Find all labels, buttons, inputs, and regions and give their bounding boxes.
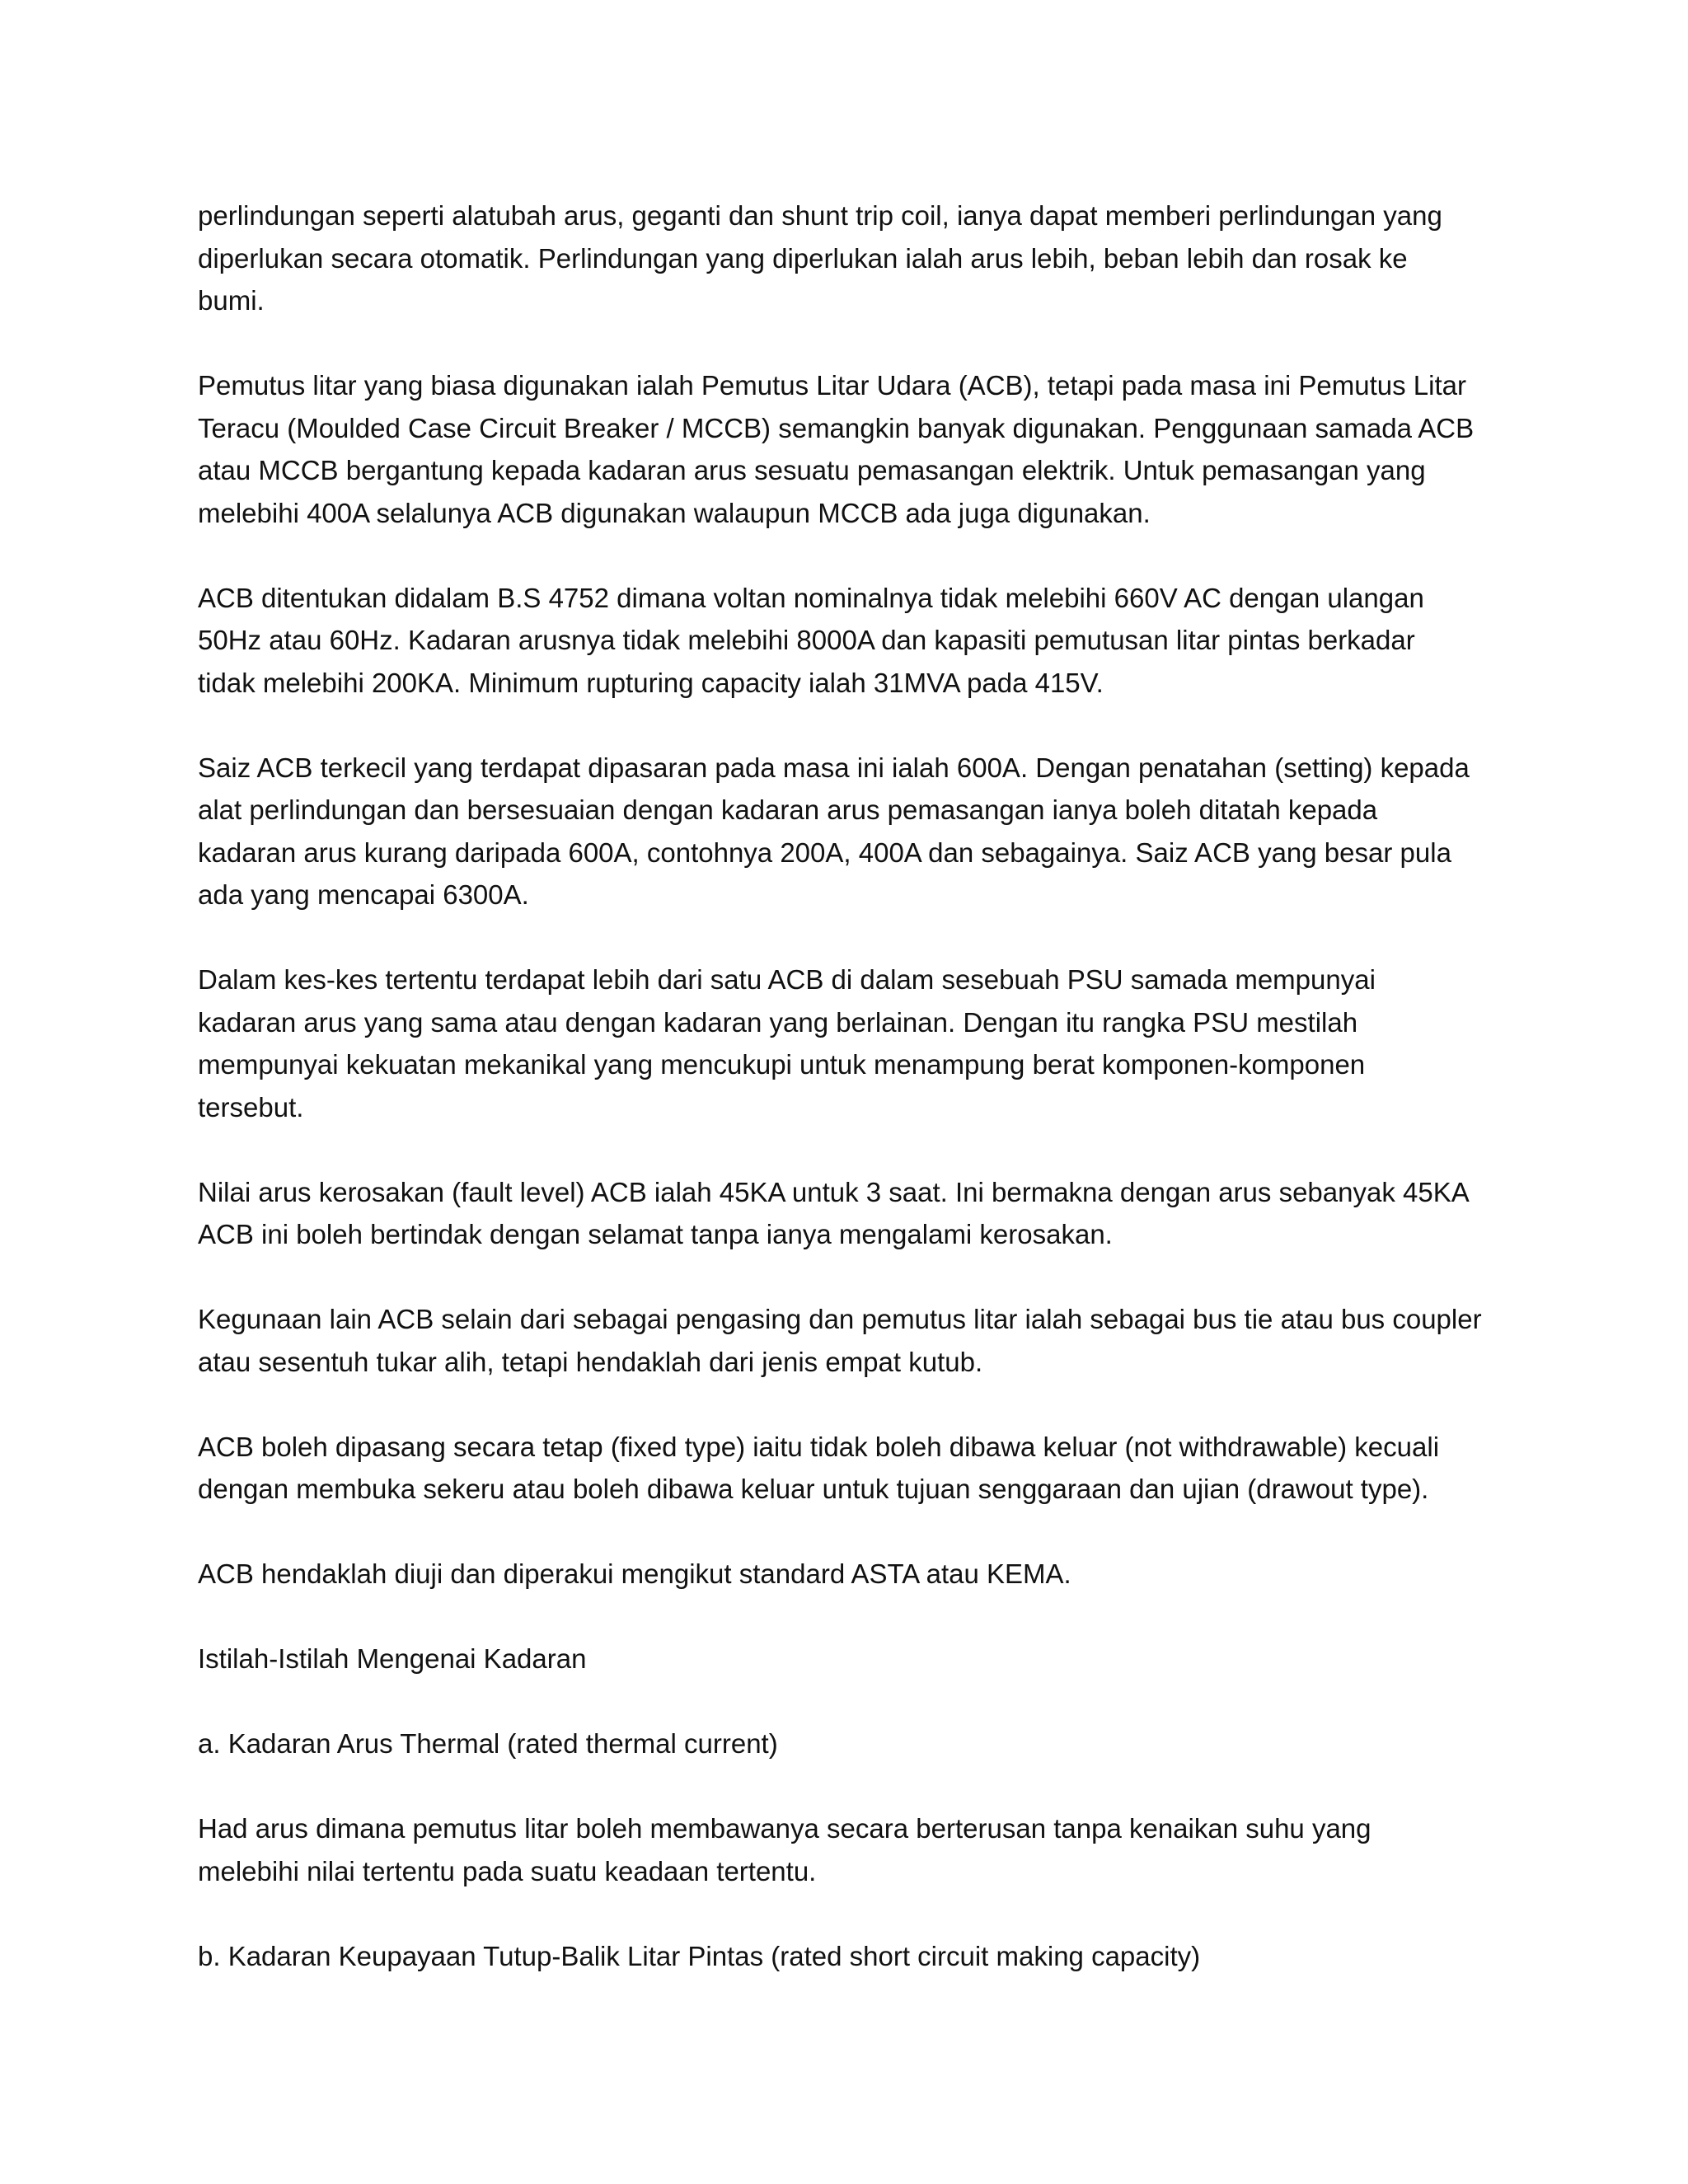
text-line: Saiz ACB terkecil yang terdapat dipasaran pada masa ini ialah 600A. Dengan penatahan (setting) kepada <box>198 752 1470 783</box>
document-page <box>198 194 1500 2020</box>
paragraph <box>198 1553 1500 1596</box>
text-line: Dalam kes-kes tertentu terdapat lebih dari satu ACB di dalam sesebuah PSU samada mempunyai <box>198 964 1376 995</box>
list-item-heading <box>198 1935 1500 1978</box>
text-line: 50Hz atau 60Hz. Kadaran arusnya tidak melebihi 8000A dan kapasiti pemutusan litar pintas berkadar <box>198 625 1415 655</box>
text-line: tidak melebihi 200KA. Minimum rupturing capacity ialah 31MVA pada 415V. <box>198 667 1104 698</box>
paragraph <box>198 1171 1500 1256</box>
text-line: perlindungan seperti alatubah arus, geganti dan shunt trip coil, ianya dapat memberi perlindungan yang <box>198 200 1442 231</box>
paragraph <box>198 747 1500 916</box>
text-line: ACB ditentukan didalam B.S 4752 dimana voltan nominalnya tidak melebihi 660V AC dengan ulangan <box>198 582 1424 613</box>
text-line: ACB hendaklah diuji dan diperakui mengikut standard ASTA atau KEMA. <box>198 1558 1071 1589</box>
text-line: Nilai arus kerosakan (fault level) ACB ialah 45KA untuk 3 saat. Ini bermakna dengan arus sebanyak 45KA <box>198 1176 1470 1207</box>
section-heading <box>198 1638 1500 1680</box>
paragraph <box>198 1426 1500 1511</box>
text-line: b. Kadaran Keupayaan Tutup-Balik Litar Pintas (rated short circuit making capacity) <box>198 1940 1201 1971</box>
text-line: Istilah-Istilah Mengenai Kadaran <box>198 1643 587 1674</box>
text-line: alat perlindungan dan bersesuaian dengan kadaran arus pemasangan ianya boleh ditatah kepada <box>198 794 1378 825</box>
text-line: dengan membuka sekeru atau boleh dibawa keluar untuk tujuan senggaraan dan ujian (drawout type). <box>198 1474 1429 1504</box>
text-line: kadaran arus yang sama atau dengan kadaran yang berlainan. Dengan itu rangka PSU mestilah <box>198 1006 1358 1038</box>
list-item-heading <box>198 1722 1500 1765</box>
text-line: Pemutus litar yang biasa digunakan ialah Pemutus Litar Udara (ACB), tetapi pada masa ini Pemutus Litar <box>198 370 1466 401</box>
text-line: atau sesentuh tukar alih, tetapi hendaklah dari jenis empat kutub. <box>198 1346 983 1377</box>
text-line: Teracu (Moulded Case Circuit Breaker / MCCB) semangkin banyak digunakan. Penggunaan samada ACB <box>198 412 1475 443</box>
text-line: Had arus dimana pemutus litar boleh membawanya secara berterusan tanpa kenaikan suhu yang <box>198 1813 1372 1844</box>
text-line: diperlukan secara otomatik. Perlindungan yang diperlukan ialah arus lebih, beban lebih dan rosak ke <box>198 242 1408 274</box>
text-line: tersebut. <box>198 1091 304 1122</box>
text-line: melebihi nilai tertentu pada suatu keadaan tertentu. <box>198 1855 817 1886</box>
paragraph <box>198 364 1500 534</box>
paragraph <box>198 577 1500 705</box>
paragraph <box>198 1298 1500 1383</box>
paragraph <box>198 194 1500 322</box>
text-line: Kegunaan lain ACB selain dari sebagai pengasing dan pemutus litar ialah sebagai bus tie atau bus coupler <box>198 1304 1482 1334</box>
text-line: kadaran arus kurang daripada 600A, contohnya 200A, 400A dan sebagainya. Saiz ACB yang besar pula <box>198 837 1451 868</box>
text-line: ACB boleh dipasang secara tetap (fixed type) iaitu tidak boleh dibawa keluar (not withdrawable) kecuali <box>198 1431 1440 1462</box>
text-line: mempunyai kekuatan mekanikal yang mencukupi untuk menampung berat komponen-komponen <box>198 1049 1366 1080</box>
paragraph <box>198 958 1500 1128</box>
text-line: a. Kadaran Arus Thermal (rated thermal current) <box>198 1728 778 1759</box>
text-line: atau MCCB bergantung kepada kadaran arus sesuatu pemasangan elektrik. Untuk pemasangan yang <box>198 455 1426 485</box>
text-line: ACB ini boleh bertindak dengan selamat tanpa ianya mengalami kerosakan. <box>198 1219 1113 1249</box>
text-line: ada yang mencapai 6300A. <box>198 879 529 910</box>
text-line: bumi. <box>198 285 265 316</box>
text-line: melebihi 400A selalunya ACB digunakan walaupun MCCB ada juga digunakan. <box>198 497 1151 528</box>
paragraph <box>198 1807 1500 1892</box>
